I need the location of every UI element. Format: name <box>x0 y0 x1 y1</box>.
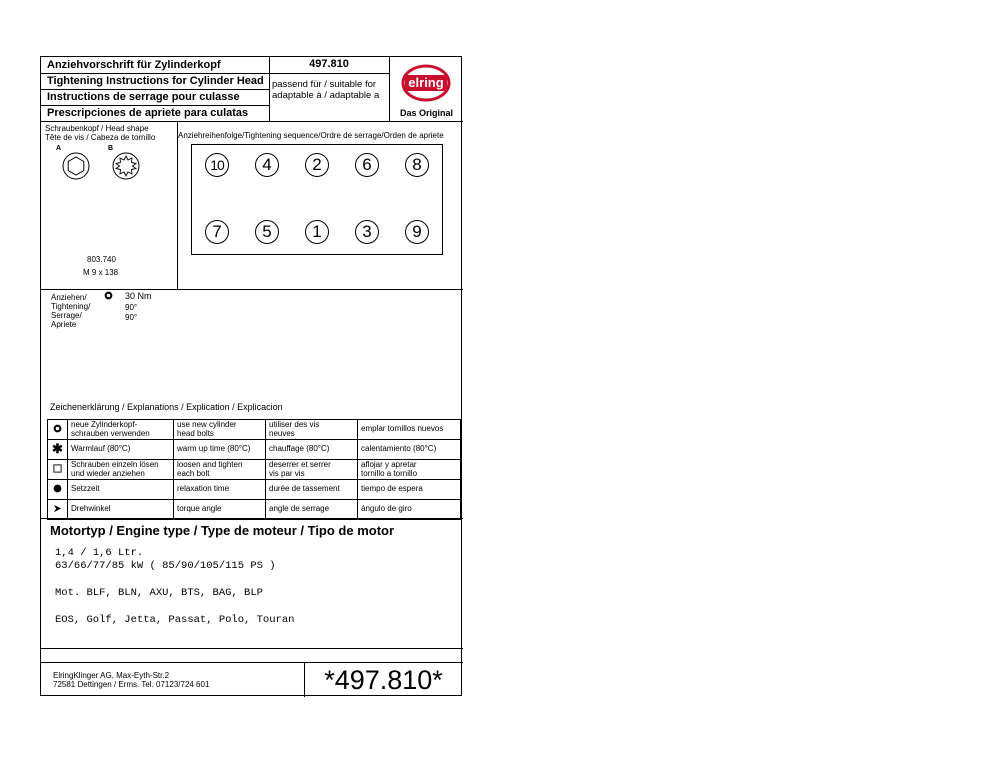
legend-table <box>47 419 461 520</box>
square-icon <box>53 464 62 473</box>
legend-icon-cell <box>48 500 68 520</box>
legend-icon-cell <box>48 480 68 500</box>
legend-fr: deserrer et serrer vis par vis <box>266 460 358 480</box>
tightening-label-1: Anziehen/ <box>51 293 87 302</box>
elring-logo <box>401 63 451 103</box>
bolt-position: 3 <box>355 220 379 244</box>
bolt-number: 803.740 <box>87 255 116 264</box>
company-line1: ElringKlinger AG, Max-Eyth-Str.2 <box>53 671 170 680</box>
barcode-text: *497.810* <box>324 665 443 695</box>
legend-title: Zeichenerklärung / Explanations / Explication / Explicacion <box>50 402 283 412</box>
legend-de: neue Zylinderkopf- schrauben verwenden <box>68 420 174 440</box>
divider <box>41 289 463 290</box>
legend-es: tiempo de espera <box>358 480 461 500</box>
legend-fr: utiliser des vis neuves <box>266 420 358 440</box>
legend-en: torque angle <box>174 500 266 520</box>
bolt-position: 9 <box>405 220 429 244</box>
divider <box>269 73 389 74</box>
shape-a-label: A <box>56 145 62 152</box>
bolt-position: 7 <box>205 220 229 244</box>
cylinder-head-outline <box>191 144 443 255</box>
engine-power: 63/66/77/85 kW ( 85/90/105/115 PS ) <box>55 560 276 572</box>
dot-icon <box>53 484 62 493</box>
legend-icon-cell <box>48 460 68 480</box>
shape-b-label: B <box>108 145 114 152</box>
title-es: Prescripciones de apriete para culatas <box>47 107 249 119</box>
legend-row <box>48 460 461 480</box>
legend-icon-cell <box>48 420 68 440</box>
engine-title: Motortyp / Engine type / Type de moteur / Tipo de motor <box>50 523 395 538</box>
legend-row <box>48 480 461 500</box>
divider <box>41 105 269 106</box>
legend-en: loosen and tighten each bolt <box>174 460 266 480</box>
bolt-position: 8 <box>405 153 429 177</box>
divider <box>41 121 463 122</box>
bolt-size: M 9 x 138 <box>83 268 119 277</box>
legend-row <box>48 420 461 440</box>
bolt-position: 4 <box>255 153 279 177</box>
title-en: Tightening Instructions for Cylinder Head <box>47 75 264 87</box>
asterisk-icon: ✱ <box>48 440 68 460</box>
bolt-position: 6 <box>355 153 379 177</box>
head-shape-label-2: Tête de vis / Cabeza de tornillo <box>45 133 156 142</box>
angle-step-2: 90° <box>125 303 138 312</box>
divider <box>177 121 178 289</box>
bolt-position: 2 <box>305 153 329 177</box>
legend-es: ángulo de giro <box>358 500 461 520</box>
torx-head-icon <box>111 151 141 181</box>
legend-fr: angle de serrage <box>266 500 358 520</box>
arrow-icon <box>53 504 62 513</box>
part-number: 497.810 <box>309 58 349 70</box>
logo-subtitle: Das Original <box>399 108 453 118</box>
divider <box>41 518 463 519</box>
suitable-line2: adaptable à / adaptable a <box>272 90 380 101</box>
legend-es: emplar tornillos nuevos <box>358 420 461 440</box>
title-de: Anziehvorschrift für Zylinderkopf <box>47 59 221 71</box>
divider <box>41 73 269 74</box>
legend-en: use new cylinder head bolts <box>174 420 266 440</box>
legend-row <box>48 500 461 520</box>
divider <box>41 662 463 663</box>
logo-text: elring <box>408 75 444 90</box>
legend-es: calentamiento (80°C) <box>358 440 461 460</box>
new-bolt-icon <box>53 424 62 433</box>
head-shape-label-1: Schraubenkopf / Head shape <box>45 124 149 133</box>
angle-step-3: 90° <box>125 313 138 322</box>
suitable-line1: passend für / suitable for <box>272 79 377 90</box>
legend-fr: chauffage (80°C) <box>266 440 358 460</box>
legend-de: Schrauben einzeln lösen und wieder anziehen <box>68 460 174 480</box>
legend-en: relaxation time <box>174 480 266 500</box>
legend-de: Warmlauf (80°C) <box>68 440 174 460</box>
legend-en: warm up time (80°C) <box>174 440 266 460</box>
engine-displacement: 1,4 / 1,6 Ltr. <box>55 547 144 559</box>
instruction-sheet <box>40 56 462 696</box>
torque-step-1: 30 Nm <box>125 291 152 301</box>
bolt-position: 1 <box>305 220 329 244</box>
bolt-position: 10 <box>205 153 229 177</box>
title-fr: Instructions de serrage pour culasse <box>47 91 240 103</box>
divider <box>41 648 463 649</box>
tightening-label-4: Apriete <box>51 320 77 329</box>
sequence-label: Anziehreihenfolge/Tightening sequence/Ordre de serrage/Orden de apriete <box>178 131 444 140</box>
engine-codes: Mot. BLF, BLN, AXU, BTS, BAG, BLP <box>55 587 263 599</box>
vehicle-models: EOS, Golf, Jetta, Passat, Polo, Touran <box>55 614 295 626</box>
new-bolt-icon <box>104 291 113 300</box>
tightening-label-3: Serrage/ <box>51 311 82 320</box>
legend-de: Setzzeit <box>68 480 174 500</box>
company-line2: 72581 Dettingen / Erms. Tel. 07123/724 601 <box>53 680 210 689</box>
legend-row <box>48 440 461 460</box>
divider <box>41 89 269 90</box>
tightening-label-2: Tightening/ <box>51 302 91 311</box>
legend-es: aflojar y apretar tornillo a tornillo <box>358 460 461 480</box>
hex-head-icon <box>61 151 91 181</box>
legend-de: Drehwinkel <box>68 500 174 520</box>
legend-fr: durée de tassement <box>266 480 358 500</box>
bolt-position: 5 <box>255 220 279 244</box>
